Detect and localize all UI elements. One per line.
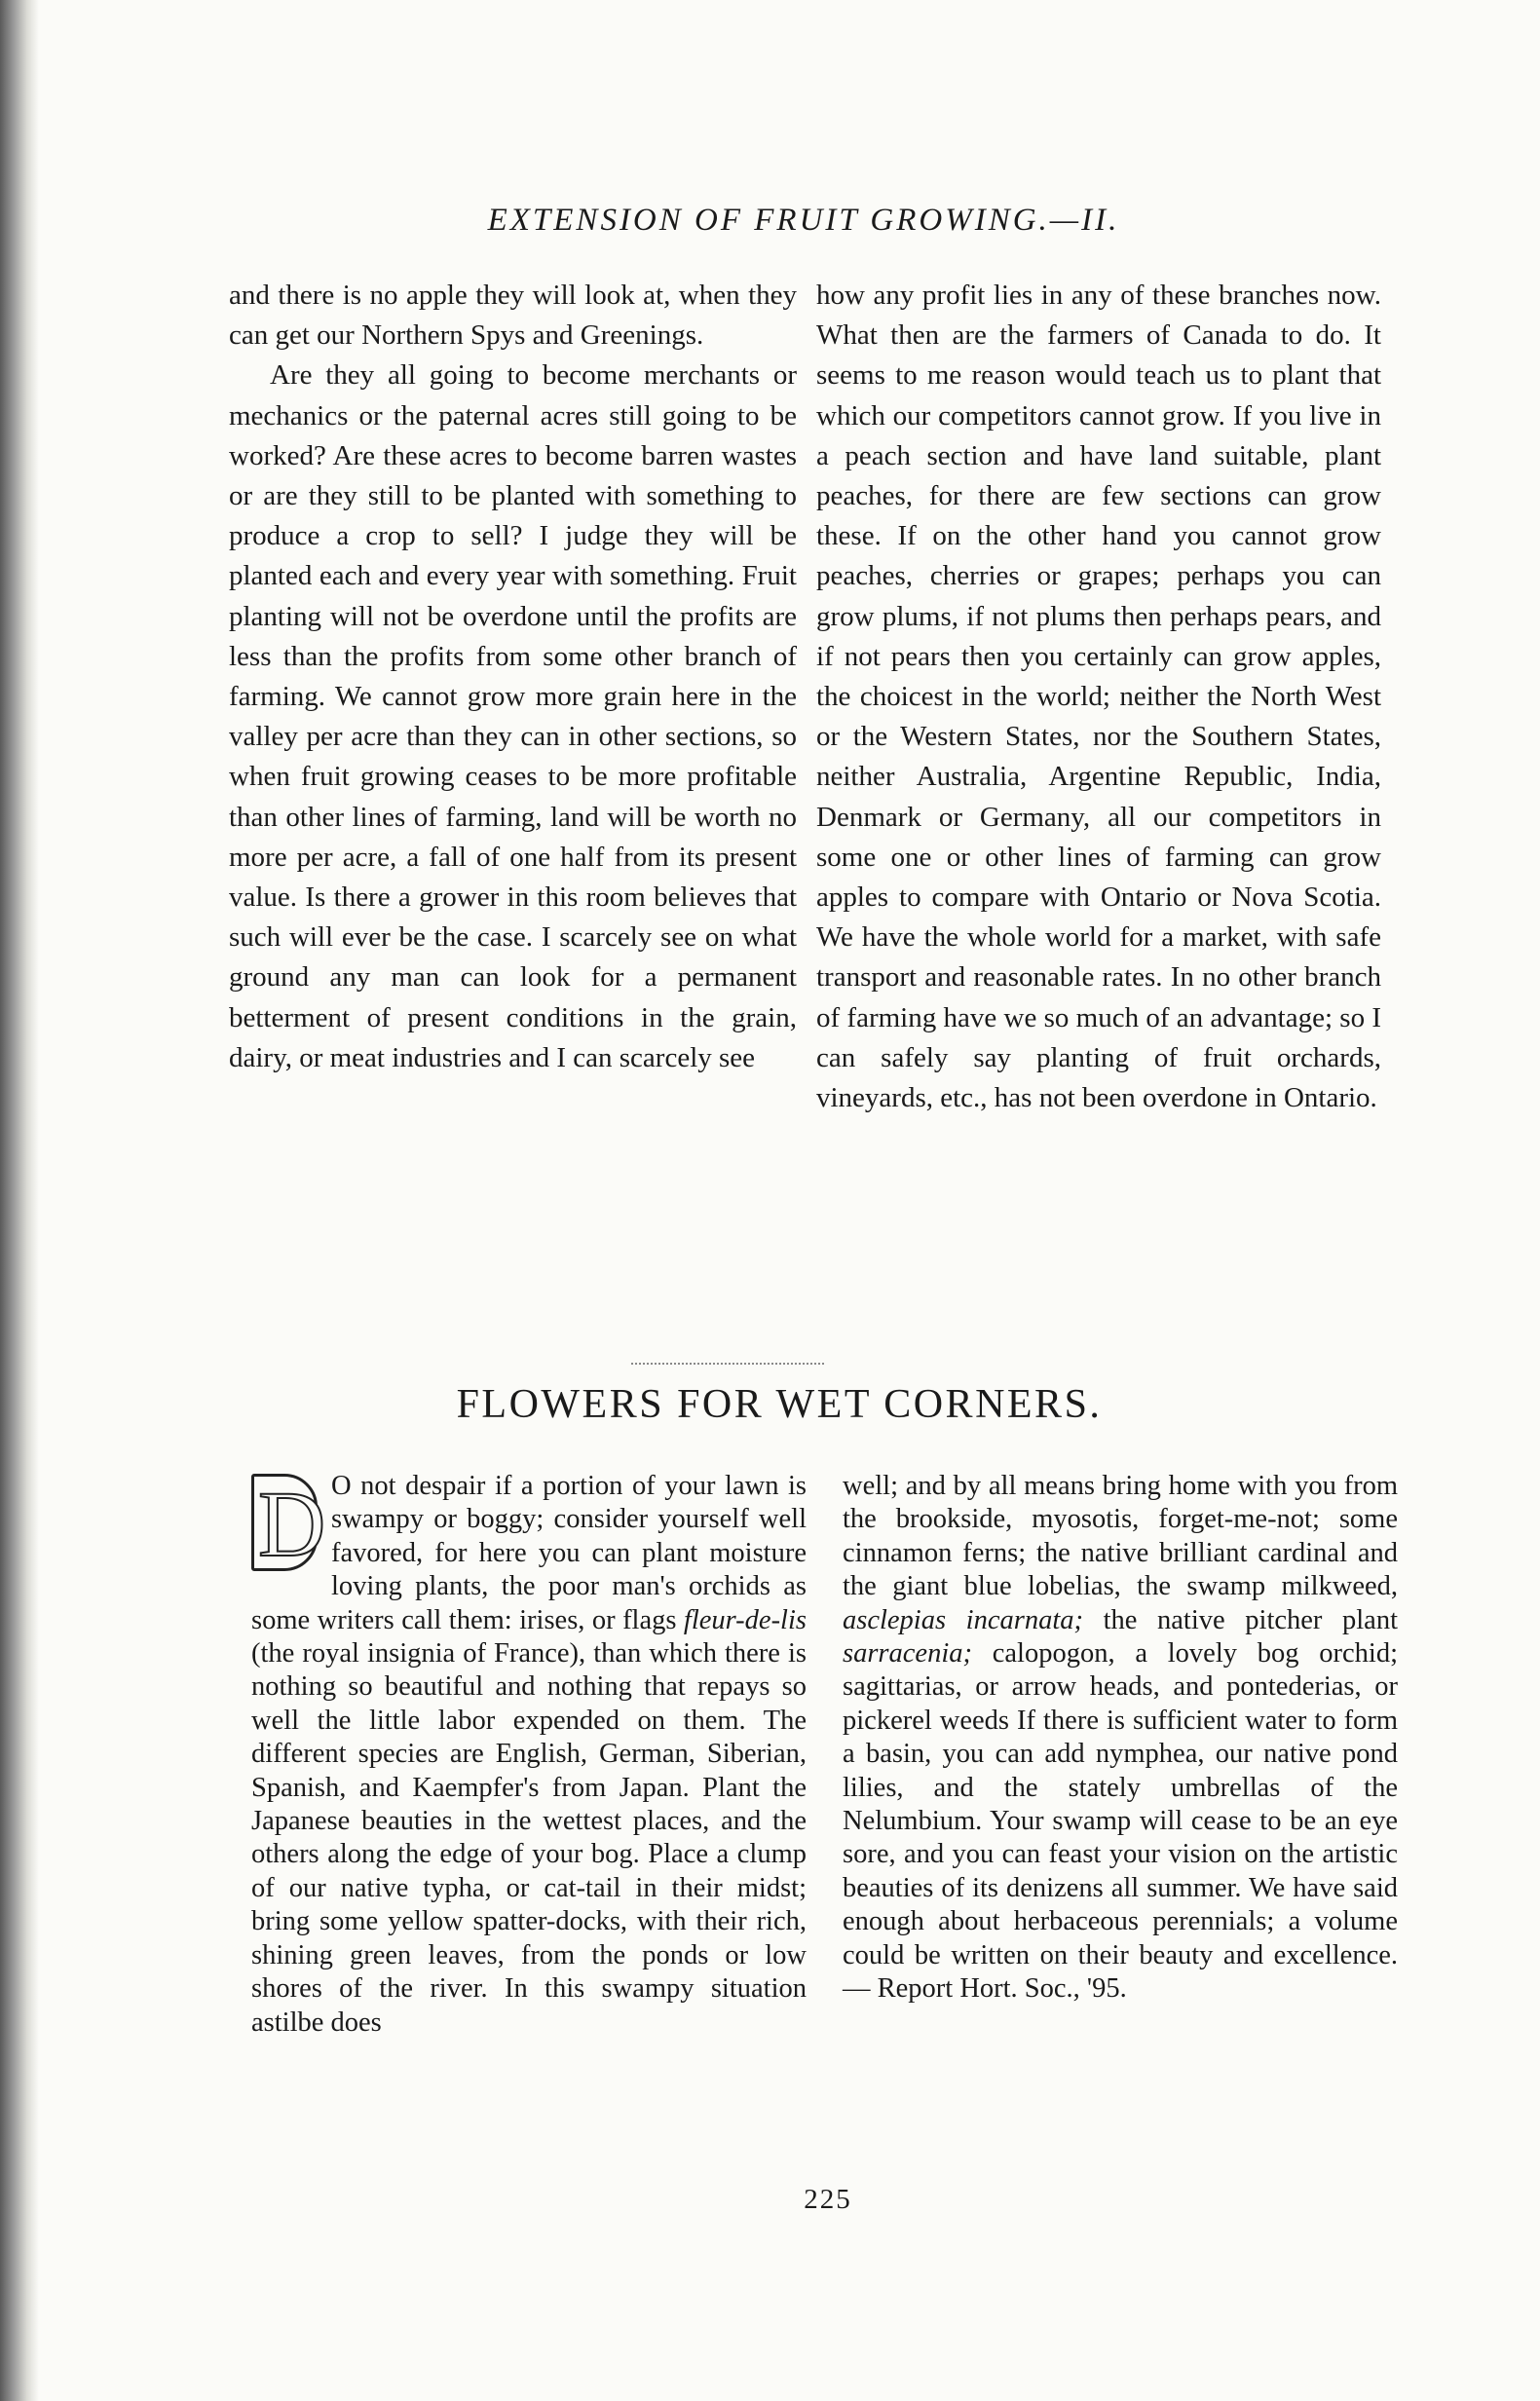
article1-column-left [229, 276, 797, 1078]
article-title: FLOWERS FOR WET CORNERS. [456, 1382, 1103, 1427]
page-number: 225 [804, 2184, 852, 2215]
article1-column-right [816, 276, 1381, 1118]
text-run: the native pitcher plant [1083, 1604, 1398, 1635]
paragraph: Are they all going to become merchants or mechanics or the paternal acres still going to be worked? Are these acres to become barren wastes or are they still to be planted with something to produce a crop to sell? I judge they will be planted each and every year with something. Fruit planting will not be overdone until the profits are less than the profits from some other branch of farming. We cannot grow more grain here in the valley per acre than they can in other sections, so when fruit growing ceases to be more profitable than other lines of farming, land will be worth no more per acre, a fall of one half from its present value. Is there a grower in this room believes that such will ever be the case. I scarcely see on what ground any man can look for a permanent betterment of present conditions in the grain, dairy, or meat industries and I can scarcely see [229, 359, 797, 1073]
text-run: well; and by all means bring home with you from the brookside, myosotis, forget-me-not; some cinnamon ferns; the native brilliant cardinal and the giant blue lobelias, the swamp milkweed, [843, 1471, 1398, 1602]
italic-term: fleur-de-lis [683, 1604, 807, 1635]
paragraph [843, 1470, 1398, 2007]
text-run: O not despair if a portion of your lawn is swampy or boggy; consider yourself well favored, for here you can plant moisture loving plants, the poor man's orchids as some writers call them: irises, or flags [251, 1471, 807, 1635]
paragraph: and there is no apple they will look at, when they can get our Northern Spys and Greenings. [229, 280, 797, 352]
italic-term: sarracenia; [843, 1638, 972, 1669]
section-divider [631, 1363, 824, 1365]
text-run: (the royal insignia of France), than which there is nothing so beautiful and nothing that repays so well the little labor expended on them. The different species are English, German, Siberian, Spanish, and Kaempfer's from Japan. Plant the Japanese beauties in the wettest places, and the others along the edge of your bog. Place a clump of our native typha, or cat-tail in their midst; bring some yellow spatter-docks, with their rich, shining green leaves, from the ponds or low shores of the river. In this swampy situation astilbe does [251, 1638, 807, 2038]
page-edge-shadow [0, 0, 39, 2401]
article2-column-left [251, 1470, 807, 2040]
italic-term: asclepias incarnata; [843, 1604, 1083, 1635]
article2-column-right [843, 1470, 1398, 2007]
paragraph [251, 1470, 807, 2040]
drop-cap: D [251, 1474, 318, 1571]
text-run: calopogon, a lovely bog orchid; sagittarias, or arrow heads, and pontederias, or pickerel weeds If there is sufficient water to form a basin, you can add nymphea, our native pond lilies, and the stately umbrellas of the Nelumbium. Your swamp will cease to be an eye sore, and you can feast your vision on the artistic beauties of its denizens all summer. We have said enough about herbaceous perennials; a volume could be written on their beauty and excellence.— Report Hort. Soc., '95. [843, 1638, 1398, 2005]
running-head: EXTENSION OF FRUIT GROWING.—II. [487, 203, 1120, 238]
paragraph: how any profit lies in any of these branches now. What then are the farmers of Canada to do. It seems to me reason would teach us to plant that which our competitors cannot grow. If you live in a peach section and have land suitable, plant peaches, for there are few sections can grow these. If on the other hand you cannot grow peaches, cherries or grapes; perhaps you can grow plums, if not plums then perhaps pears, and if not pears then you certainly can grow apples, the choicest in the world; neither the North West or the Western States, nor the Southern States, neither Australia, Argentine Republic, India, Denmark or Germany, all our competitors in some one or other lines of farming can grow apples to compare with Ontario or Nova Scotia. We have the whole world for a market, with safe transport and reasonable rates. In no other branch of farming have we so much of an advantage; so I can safely say planting of fruit orchards, vineyards, etc., has not been overdone in Ontario. [816, 280, 1381, 1114]
